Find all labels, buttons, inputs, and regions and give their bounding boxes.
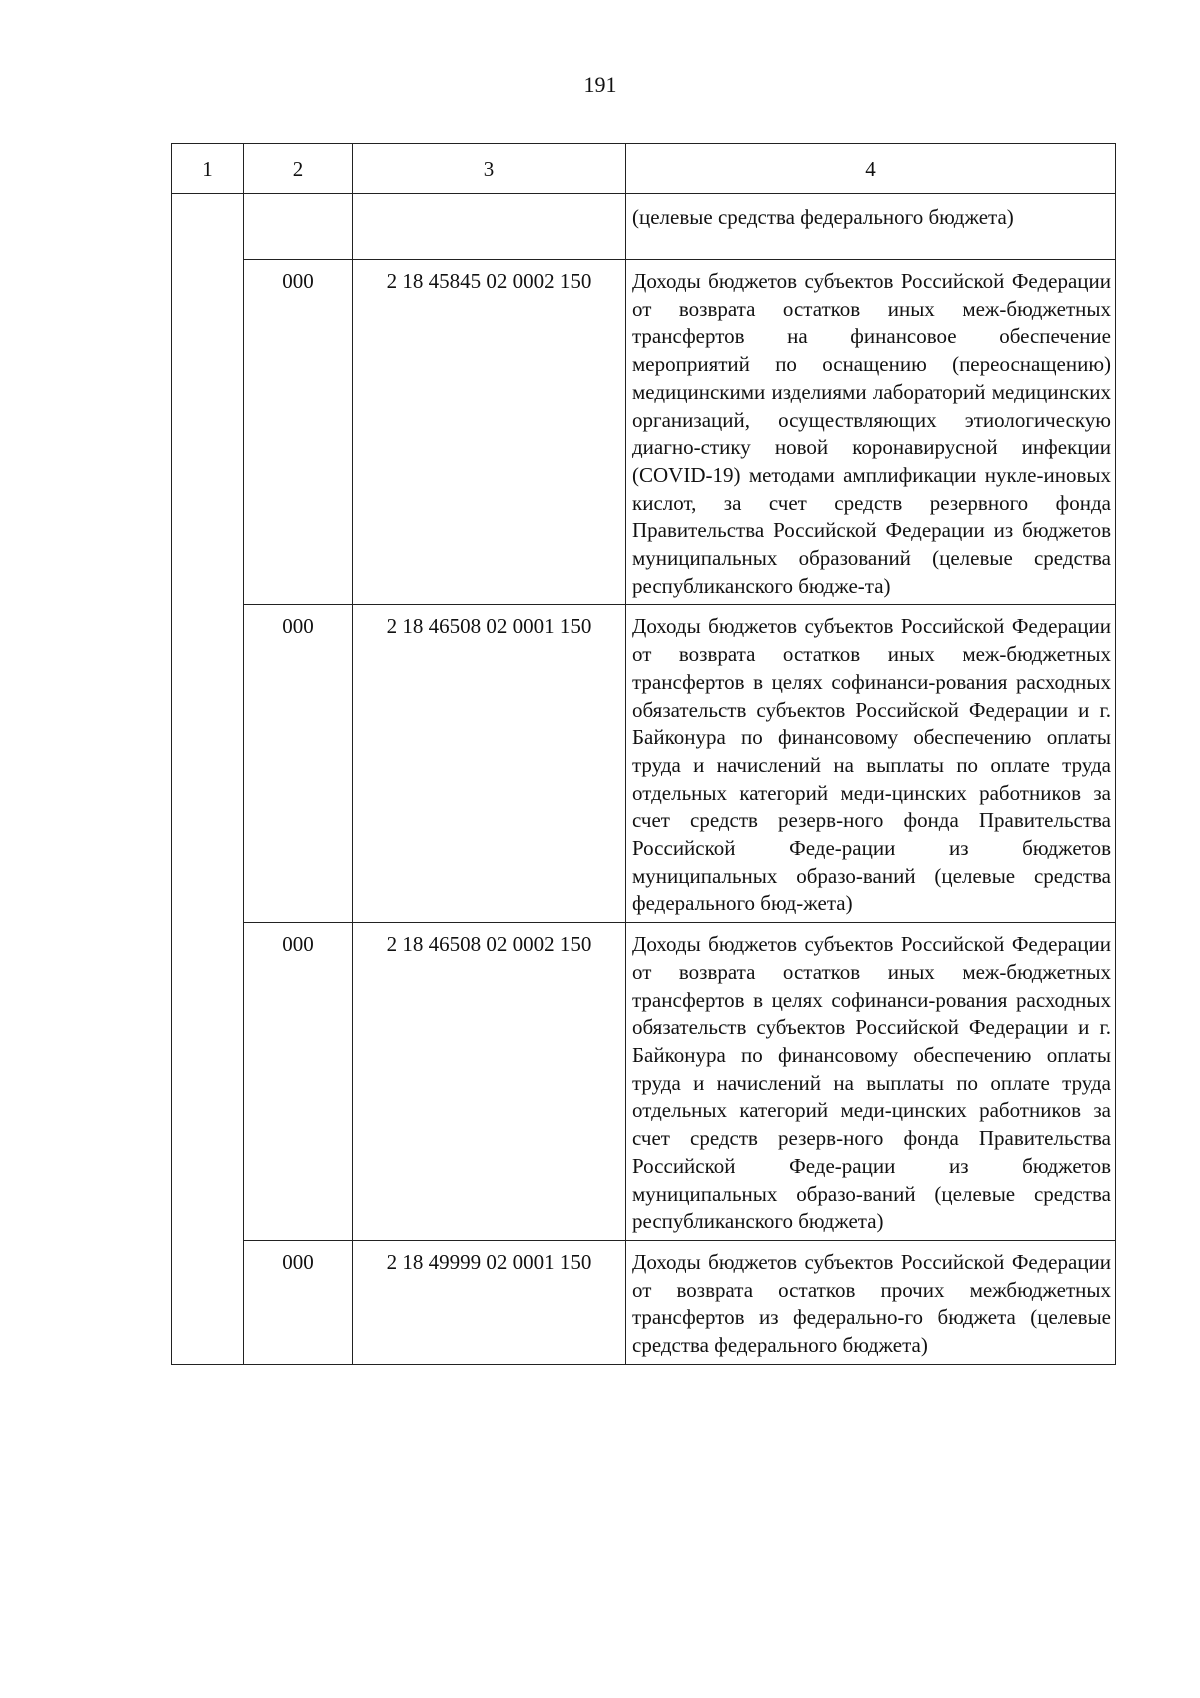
header-col-2: 2 bbox=[244, 144, 353, 194]
admin-code-cell: 000 bbox=[244, 1240, 353, 1364]
header-col-3: 3 bbox=[353, 144, 626, 194]
description-cell bbox=[626, 260, 1116, 605]
budget-code-cell: 2 18 45845 02 0002 150 bbox=[353, 260, 626, 605]
description-cell bbox=[626, 194, 1116, 260]
admin-code-cell: 000 bbox=[244, 605, 353, 923]
description-cell bbox=[626, 605, 1116, 923]
budget-code-cell: 2 18 49999 02 0001 150 bbox=[353, 1240, 626, 1364]
admin-code-cell: 000 bbox=[244, 260, 353, 605]
table-row bbox=[172, 1240, 1116, 1364]
budget-code-cell: 2 18 46508 02 0001 150 bbox=[353, 605, 626, 923]
header-col-4: 4 bbox=[626, 144, 1116, 194]
table-row bbox=[172, 605, 1116, 923]
table-row bbox=[172, 194, 1116, 260]
table-row bbox=[172, 923, 1116, 1241]
admin-code-cell: 000 bbox=[244, 923, 353, 1241]
budget-codes-table bbox=[171, 143, 1116, 1365]
description-text: (целевые средства федерального бюджета) bbox=[632, 205, 1014, 229]
description-cell bbox=[626, 923, 1116, 1241]
description-text: Доходы бюджетов субъектов Российской Федерации от возврата остатков иных меж-бюджетных трансфертов в целях софинанси-рования расходных обязательств субъектов Российской Федерации и г. Байконура по финансовому обеспечению оплаты труда и начислений на выплаты по оплате труда отдельных категорий меди-цинских работников за счет средств резерв-ного фонда Правительства Российской Феде-рации из бюджетов муниципальных образо-ваний (целевые средства республиканского бюджета) bbox=[632, 932, 1111, 1234]
page-number: 191 bbox=[583, 72, 617, 97]
header-col-1: 1 bbox=[172, 144, 244, 194]
description-cell bbox=[626, 1240, 1116, 1364]
budget-code-cell: 2 18 46508 02 0002 150 bbox=[353, 923, 626, 1241]
budget-code-cell bbox=[353, 194, 626, 260]
table-row bbox=[172, 260, 1116, 605]
table-header-row bbox=[172, 144, 1116, 194]
description-text: Доходы бюджетов субъектов Российской Федерации от возврата остатков иных меж-бюджетных трансфертов на финансовое обеспечение мероприятий по оснащению (переоснащению) медицинскими изделиями лабораторий медицинских организаций, осуществляющих этиологическую диагно-стику новой коронавирусной инфекции (COVID-19) методами амплификации нукле-иновых кислот, за счет средств резервного фонда Правительства Российской Федерации из бюджетов муниципальных образований (целевые средства республиканского бюдже-та) bbox=[632, 269, 1111, 598]
description-text: Доходы бюджетов субъектов Российской Федерации от возврата остатков иных меж-бюджетных трансфертов в целях софинанси-рования расходных обязательств субъектов Российской Федерации и г. Байконура по финансовому обеспечению оплаты труда и начислений на выплаты по оплате труда отдельных категорий меди-цинских работников за счет средств резерв-ного фонда Правительства Российской Феде-рации из бюджетов муниципальных образо-ваний (целевые средства федерального бюд-жета) bbox=[632, 614, 1111, 916]
description-text: Доходы бюджетов субъектов Российской Федерации от возврата остатков прочих межбюджетных трансфертов из федерально-го бюджета (целевые средства федерального бюджета) bbox=[632, 1249, 1111, 1358]
admin-code-cell bbox=[244, 194, 353, 260]
merged-col-1-cell bbox=[172, 194, 244, 1365]
